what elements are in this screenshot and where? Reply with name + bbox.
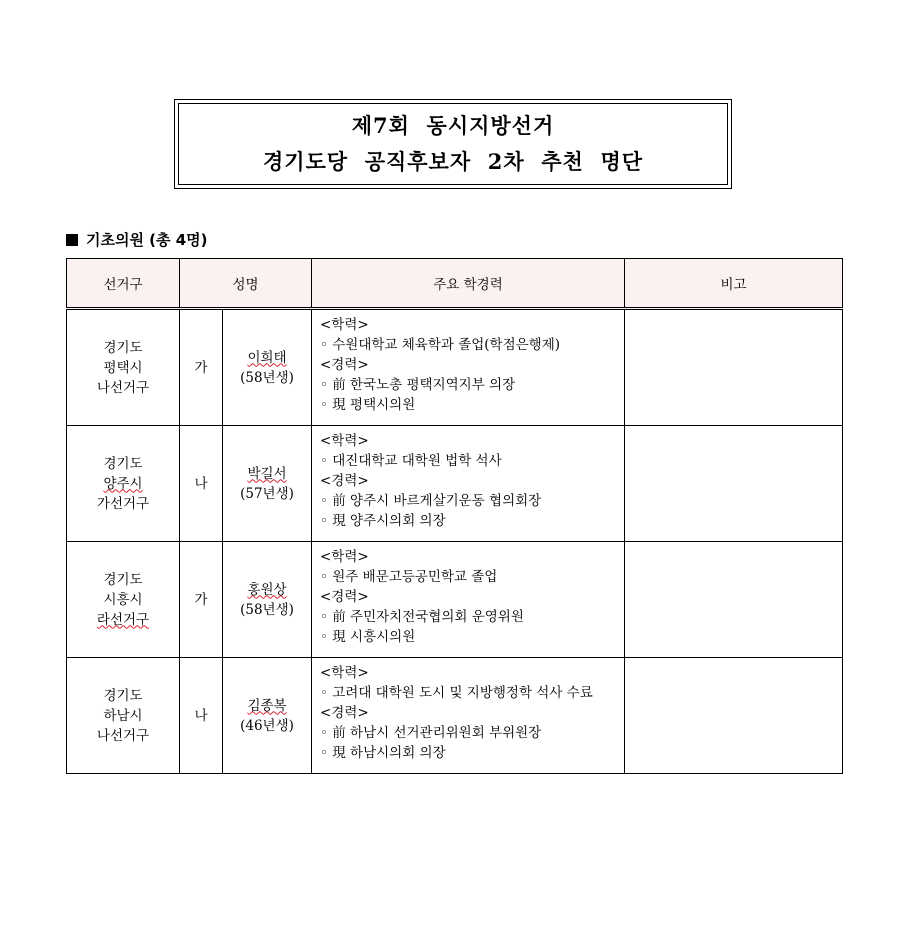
career-line: <학력> <box>320 433 369 449</box>
document-title-box <box>174 99 732 189</box>
district-constituency: 라선거구 <box>96 611 150 628</box>
career-line: ◦ 前 한국노총 평택지역지부 의장 <box>320 377 516 393</box>
district-constituency: 나선거구 <box>96 379 150 396</box>
document-title-line-1: 제7회 동시지방선거 <box>351 113 555 138</box>
candidate-number: 가 <box>180 309 223 426</box>
career-cell <box>312 309 625 426</box>
district-city: 하남시 <box>103 707 143 724</box>
career-line: <경력> <box>320 705 369 721</box>
note-cell <box>625 309 843 426</box>
candidate-birth: (58년생) <box>240 369 294 386</box>
career-line: ◦ 수원대학교 체육학과 졸업(학점은행제) <box>320 337 561 353</box>
career-line: <학력> <box>320 665 369 681</box>
career-cell <box>312 542 625 658</box>
district-cell <box>67 658 180 774</box>
header-note: 비고 <box>625 259 843 309</box>
candidate-name-cell <box>223 658 312 774</box>
career-cell <box>312 658 625 774</box>
career-line: <학력> <box>320 317 369 333</box>
square-bullet-icon <box>66 234 78 246</box>
career-line: ◦ 現 시흥시의원 <box>320 629 416 645</box>
document-title-line-2: 경기도당 공직후보자 2차 추천 명단 <box>262 149 644 174</box>
district-constituency: 나선거구 <box>96 727 150 744</box>
district-cell <box>67 309 180 426</box>
note-cell <box>625 542 843 658</box>
header-name: 성명 <box>180 259 312 309</box>
career-line: ◦ 고려대 대학원 도시 및 지방행정학 석사 수료 <box>320 685 593 701</box>
career-line: <경력> <box>320 357 369 373</box>
candidate-birth: (57년생) <box>240 485 294 502</box>
note-cell <box>625 658 843 774</box>
candidate-name: 김종복 <box>247 697 287 714</box>
note-cell <box>625 426 843 542</box>
district-city: 평택시 <box>103 359 143 376</box>
header-career: 주요 학경력 <box>312 259 625 309</box>
document-title-inner <box>178 103 728 185</box>
district-province: 경기도 <box>103 571 143 588</box>
district-province: 경기도 <box>103 455 143 472</box>
candidate-name: 이희태 <box>247 349 287 366</box>
table-row <box>67 309 843 426</box>
district-constituency: 가선거구 <box>96 495 150 512</box>
career-line: ◦ 원주 배문고등공민학교 졸업 <box>320 569 498 585</box>
district-province: 경기도 <box>103 687 143 704</box>
career-line: ◦ 前 하남시 선거관리위원회 부위원장 <box>320 725 542 741</box>
table-row <box>67 542 843 658</box>
career-line: ◦ 現 양주시의회 의장 <box>320 513 446 529</box>
candidate-table <box>66 258 843 774</box>
career-line: <경력> <box>320 589 369 605</box>
candidate-name: 홍원상 <box>247 581 287 598</box>
candidate-name: 박길서 <box>247 465 287 482</box>
career-line: ◦ 前 양주시 바르게살기운동 협의회장 <box>320 493 542 509</box>
candidate-number: 나 <box>180 658 223 774</box>
table-header-row <box>67 259 843 309</box>
district-cell <box>67 542 180 658</box>
candidate-number: 가 <box>180 542 223 658</box>
district-city: 양주시 <box>103 475 143 492</box>
career-line: <경력> <box>320 473 369 489</box>
career-cell <box>312 426 625 542</box>
career-line: ◦ 現 하남시의회 의장 <box>320 745 446 761</box>
career-line: ◦ 대진대학교 대학원 법학 석사 <box>320 453 502 469</box>
candidate-birth: (58년생) <box>240 601 294 618</box>
section-label: 기초의원 (총 4명) <box>86 231 208 249</box>
section-heading <box>66 229 208 250</box>
career-line: <학력> <box>320 549 369 565</box>
candidate-name-cell <box>223 542 312 658</box>
district-province: 경기도 <box>103 339 143 356</box>
header-district: 선거구 <box>67 259 180 309</box>
career-line: ◦ 現 평택시의원 <box>320 397 416 413</box>
table-row <box>67 658 843 774</box>
candidate-name-cell <box>223 309 312 426</box>
candidate-birth: (46년생) <box>240 717 294 734</box>
table-row <box>67 426 843 542</box>
district-city: 시흥시 <box>103 591 143 608</box>
candidate-number: 나 <box>180 426 223 542</box>
district-cell <box>67 426 180 542</box>
candidate-name-cell <box>223 426 312 542</box>
career-line: ◦ 前 주민자치전국협의회 운영위원 <box>320 609 524 625</box>
